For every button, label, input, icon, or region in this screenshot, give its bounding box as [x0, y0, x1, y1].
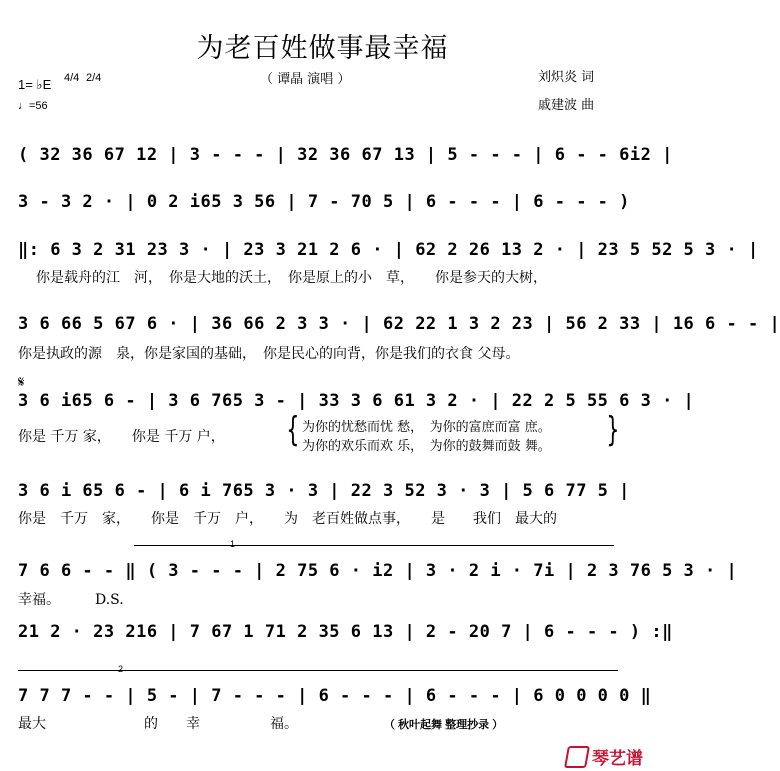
lyric-line-6: 你是 千万 家， 你是 千万 户， 为 老百姓做点事， 是 我们 最大的: [18, 511, 557, 527]
score-line-2: 3 - 3 2 · | 0 2 i65 3 56 | 7 - 70 5 | 6 - - - | 6 - - - ): [18, 192, 630, 212]
lyric-line-3: 你是载舟的江 河， 你是大地的沃土， 你是原上的小 草， 你是参天的大树，: [36, 270, 547, 286]
volta-bracket-2: [18, 670, 618, 671]
volta-number-1: 1: [230, 539, 236, 549]
lyric-line-5a: 你是 千万 家， 你是 千万 户，: [18, 429, 225, 445]
segno-sign: 𝄋: [18, 373, 25, 391]
transcriber-note: （ 秋叶起舞 整理抄录 ）: [384, 719, 504, 731]
lyric-brace-right: }: [606, 410, 620, 450]
score-line-9: 7 7 7 - - | 5 - | 7 - - - | 6 - - - | 6 - - - | 6 0 0 0 0 ‖: [18, 686, 652, 706]
score-line-4: 3 6 66 5 67 6 · | 36 66 2 3 3 · | 62 22 1 3 2 23 | 56 2 33 | 16 6 - - |: [18, 314, 780, 334]
score-line-6: 3 6 i 65 6 - | 6 i 765 3 · 3 | 22 3 52 3 · 3 | 5 6 77 5 |: [18, 481, 630, 501]
lyric-line-5b1: 为你的忧愁而忧 愁， 为你的富庶而富 庶。: [302, 420, 551, 435]
time-signature-2: 2/4: [86, 72, 102, 84]
score-line-1: ( 32 36 67 12 | 3 - - - | 32 36 67 13 | 5 - - - | 6 - - 6i2 |: [18, 145, 673, 165]
logo-text: 琴艺谱: [592, 749, 643, 769]
song-title: 为老百姓做事最幸福: [196, 33, 449, 64]
score-line-7: 7 6 6 - - ‖ ( 3 - - - | 2 75 6 · i2 | 3 · 2 i · 7i | 2 3 76 5 3 · |: [18, 561, 738, 581]
score-line-8: 21 2 · 23 216 | 7 67 1 71 2 35 6 13 | 2 - 20 7 | 6 - - - ) :‖: [18, 622, 673, 642]
score-line-3: ‖: 6 3 2 31 23 3 · | 23 3 21 2 6 · | 62 2 26 13 2 · | 23 5 52 5 3 · |: [18, 240, 759, 260]
lyric-line-7: 幸福。 D.S.: [18, 592, 124, 608]
volta-bracket-1: [134, 545, 614, 546]
lyric-line-4: 你是执政的源 泉，你是家国的基础， 你是民心的向背，你是我们的衣食 父母。: [18, 346, 520, 362]
volta-number-2: 2: [118, 664, 124, 674]
lyric-brace-left: {: [286, 410, 300, 450]
key-signature: 1= ♭E: [18, 77, 52, 92]
singer-credit: （ 谭晶 演唱 ）: [260, 72, 351, 87]
site-logo: [566, 744, 643, 769]
tempo-marking: ♩=56: [18, 100, 48, 112]
composer-credit: 戚建波 曲: [538, 98, 595, 113]
logo-icon: [564, 746, 590, 768]
score-line-5: 3 6 i65 6 - | 3 6 765 3 - | 33 3 6 61 3 2 · | 22 2 5 55 6 3 · |: [18, 391, 695, 411]
lyricist-credit: 刘炽炎 词: [538, 70, 595, 85]
lyric-line-9: 最大 的 幸 福。: [18, 716, 298, 732]
lyric-line-5b2: 为你的欢乐而欢 乐， 为你的鼓舞而鼓 舞。: [302, 439, 551, 454]
time-signature-1: 4/4: [64, 72, 80, 84]
